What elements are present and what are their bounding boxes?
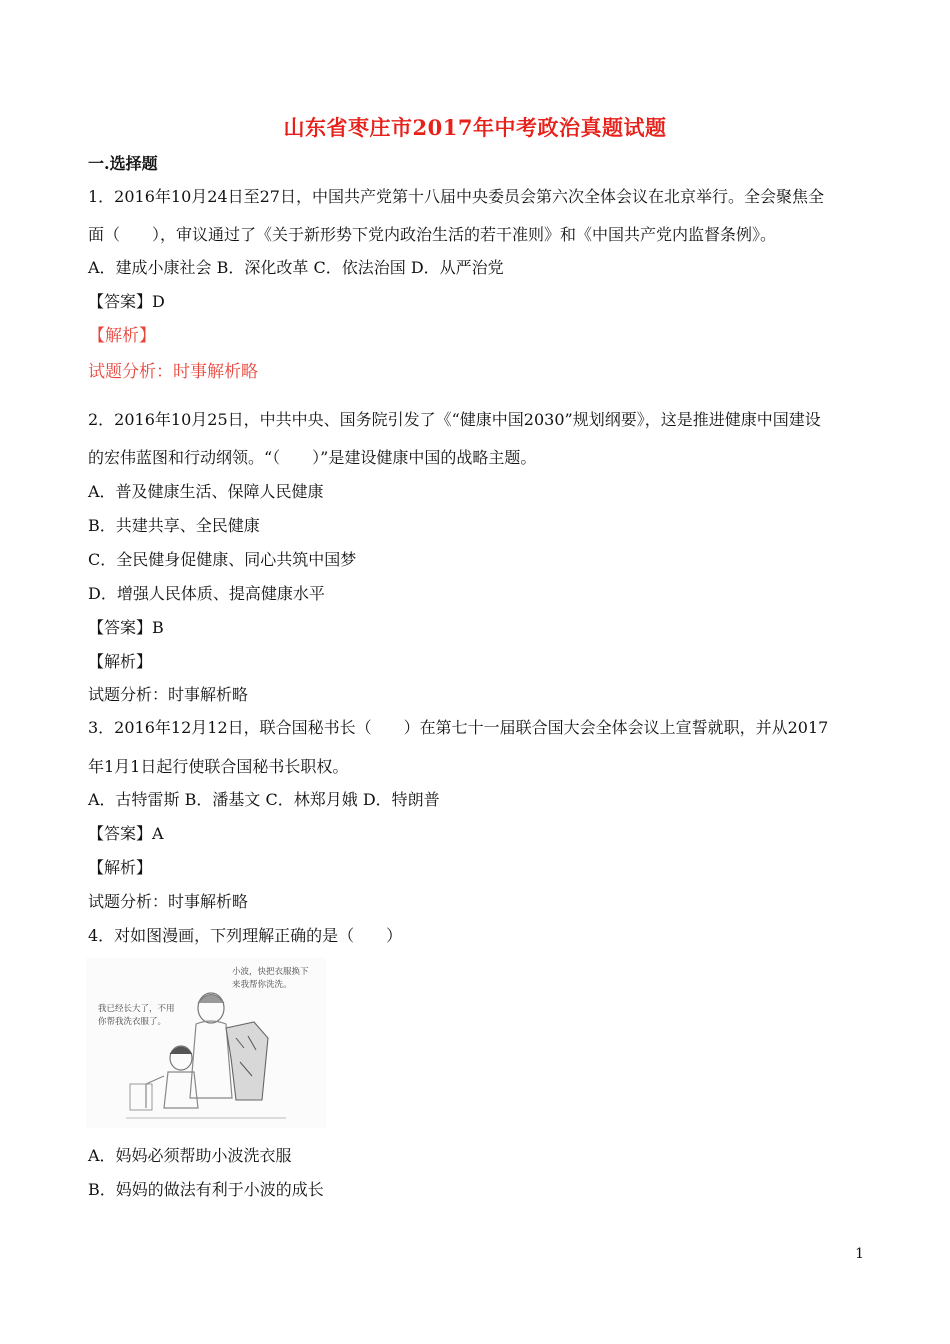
q2-option-c: C．全民健身促健康、同心共筑中国梦 bbox=[88, 550, 357, 569]
q1-analysis-label: 【解析】 bbox=[88, 326, 156, 346]
q3-answer: 【答案】A bbox=[88, 824, 164, 843]
q2-answer: 【答案】B bbox=[88, 618, 164, 637]
comic-mom-speech-1: 小波，快把衣服换下 bbox=[232, 967, 309, 977]
q3-stem-line1: 3．2016年12月12日，联合国秘书长（ ）在第七十一届联合国大会全体会议上宣誓就职，并从2017 bbox=[88, 718, 829, 737]
section-heading: 一.选择题 bbox=[88, 154, 158, 173]
page-title: 山东省枣庄市2017年中考政治真题试题 bbox=[283, 115, 667, 140]
q2-analysis-label: 【解析】 bbox=[88, 652, 153, 671]
q3-stem-line2: 年1月1日起行使联合国秘书长职权。 bbox=[88, 757, 349, 776]
q3-analysis-label: 【解析】 bbox=[88, 858, 153, 877]
q2-stem-line1: 2．2016年10月25日，中共中央、国务院引发了《“健康中国2030”规划纲要》，这是推进健康中国建设 bbox=[88, 410, 821, 429]
q2-option-a: A．普及健康生活、保障人民健康 bbox=[88, 482, 324, 501]
comic-mom-speech-2: 来我帮你洗洗。 bbox=[232, 980, 292, 990]
comic-boy-speech-1: 我已经长大了，不用 bbox=[98, 1004, 175, 1014]
q3-options: A．古特雷斯 B．潘基文 C．林郑月娥 D．特朗普 bbox=[88, 790, 440, 809]
q3-analysis: 试题分析：时事解析略 bbox=[88, 892, 249, 911]
q1-answer: 【答案】D bbox=[88, 292, 165, 311]
q2-analysis: 试题分析：时事解析略 bbox=[88, 685, 249, 704]
q2-option-b: B．共建共享、全民健康 bbox=[88, 516, 260, 535]
page-number: 1 bbox=[855, 1246, 864, 1262]
q2-stem-line2: 的宏伟蓝图和行动纲领。“（ ）”是建设健康中国的战略主题。 bbox=[88, 448, 537, 467]
q4-stem: 4．对如图漫画，下列理解正确的是（ ） bbox=[88, 926, 403, 945]
q4-option-a: A．妈妈必须帮助小波洗衣服 bbox=[88, 1146, 292, 1165]
q1-stem-line2: 面（ ），审议通过了《关于新形势下党内政治生活的若干准则》和《中国共产党内监督条例》。 bbox=[88, 225, 777, 244]
q1-analysis: 试题分析：时事解析略 bbox=[88, 362, 258, 382]
q4-option-b: B．妈妈的做法有利于小波的成长 bbox=[88, 1180, 324, 1199]
q1-options: A．建成小康社会 B．深化改革 C．依法治国 D．从严治党 bbox=[88, 258, 504, 277]
comic-illustration bbox=[86, 958, 326, 1128]
q2-option-d: D．增强人民体质、提高健康水平 bbox=[88, 584, 325, 603]
q1-stem-line1: 1．2016年10月24日至27日，中国共产党第十八届中央委员会第六次全体会议在北京举行。全会聚焦全 bbox=[88, 187, 824, 206]
comic-boy-speech-2: 你帮我洗衣服了。 bbox=[98, 1017, 167, 1027]
